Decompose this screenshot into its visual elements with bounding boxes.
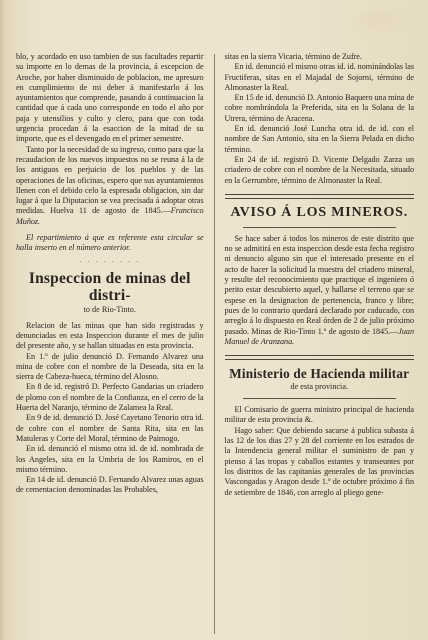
section-title-ministerio: Ministerio de Hacienda militar (229, 366, 410, 382)
section-subtitle-inspeccion: to de Rio-Tinto. (83, 304, 136, 314)
mine-entry: En id. denunció el mismo otra id. de id. nombrada de los Angeles, sita en la Umbria de los Ramiros, en el mismo término. (16, 444, 204, 474)
mine-entry: En 8 de id. registró D. Perfecto Gandarias un criadero de plomo con el nombre de la Confianza, en el cerro de la Huerta del Naranjo, término de Zalamea la Real. (16, 382, 204, 413)
continuation-text: Tanto por la necesidad de su ingreso, como para que la recaudacion de los nuevos impuestos no se reuna á la de los antiguos en perjuicio de los pueblos y de las operaciones de las oficinas, espero que sus ayuntamientos llenen con el debido celo la espresada obligacion, sin dar lugar á que la Diputacion se vea precisada á adoptar otras medidas. (16, 144, 204, 216)
section-subtitle-ministerio: de esta provincia. (290, 382, 349, 392)
page-edge-shadow (0, 0, 6, 640)
ministerio-paragraph: El Comisario de guerra ministro principal de hacienda militar de esta provincia &. (224, 405, 414, 425)
ministerio-paragraph: Hago saber: Que debiendo sacarse á publica subasta á las 12 de los dias 27 y 28 del corriente en los estrados de la Intendencia general militar el suministro de pan y pienso á las tropas y caballos estantes y transeuntes por los distritos de las capitanías generales de las provincias Vascongadas y Aragon desde 1.º de octubre próximo á fin de setiembre de 1846, con arreglo al pliego gene- (224, 425, 414, 497)
mine-entry: En 15 de id. denunció D. Antonio Baquero una mina de cobre nombrándola la Preferida, sita en la Solana de la Utrera, término de Aracena. (224, 93, 414, 123)
section-title-aviso: AVISO Á LOS MINEROS. (230, 204, 409, 220)
signature-line: Huelva 11 de agosto de 1845.— (50, 206, 171, 216)
continuation-paragraph-2 (16, 145, 204, 227)
mine-entry: En 14 de id. denunció D. Fernando Alvarez unas aguas de cementacion denominadas las Probables, (16, 475, 204, 495)
title-underline (243, 227, 396, 228)
aviso-signature: Juan Manuel de Aranzana. (224, 326, 414, 346)
columns (16, 52, 414, 634)
mine-entry: En id. denunció José Luncha otra id. de id. con el nombre de San Antonio, sita en la Sierra Pelada en dicho término. (224, 124, 414, 154)
mine-entry: En 1.º de julio denunció D. Fernando Alvarez una mina de cobre con el nombre de la Deseada, sita en la sierra de Cabeza-hueca, término del Alosno. (16, 351, 204, 382)
continuation-paragraph-1: blo, y acordado en uso tambien de sus facultades repartir su importe en lo demas de la provincia, á escepcion de Aroche, por haber disminuido de poblacion, me apresuro en cumplimiento de mi deber á manifestarlo á los ayuntamientos que comprende, pasando á continuacion la cantidad que á cada uno corresponde en todo el año por paja y utensilios y culto y clero, para que con toda urgencia procedan á la esaccion de la mitad de su importe, que es el devengado en el primer semestre. (16, 52, 204, 144)
signature-name: Francisco Muñoz. (16, 206, 204, 226)
right-column (225, 52, 414, 634)
section-intro: Relacion de las minas que han sido registradas y denunciadas en esta Inspeccion durante el mes de julio del presente año, y se hallan situadas en esta provincia. (16, 320, 204, 351)
ornament-divider: · · · · · · · · (79, 257, 141, 266)
circular-note: El repartimiento á que es referente esta circular se halla inserto en el número anterior. (16, 233, 204, 253)
mine-entry: En id. denunció el mismo otras id. id. nominándolas las Fructiferas, sitas en el Majadal de Sojorni, término de Almonaster la Real. (224, 62, 414, 92)
column-rule (214, 54, 215, 634)
double-rule (225, 194, 414, 199)
aviso-body (225, 234, 414, 347)
mine-entry-continued: sitas en la sierra Vicaria, término de Zufre. (224, 52, 362, 61)
aviso-text: Se hace saber á todos los mineros de este distrito que no se admitirá en esta inspeccion desde esta fecha registro ni denuncio alguno sin que el interesado presente en el acto de hacer la solicitud la muestra del criadero mineral, y resulte del reconocimiento que practique el ingeniero ó perito estar descubierto aquel, y hallarse el terreno que se espese en la designacion de pertenencia, franco y libre; pues de lo contrario quedará declarado por caducado, con arreglo á lo dispuesto en Real órden de 2 de julio próximo pasado. Minas de Rio-Tinto 1.º de agosto de 1845.— (224, 233, 414, 336)
title-underline (243, 398, 396, 399)
double-rule (225, 355, 414, 360)
mine-entry: En 24 de id. registró D. Vicente Delgado Zarza un criadero de cobre con el nombre de la Necesitada, situado en la Gerrumbre, término de Almonaster la Real. (224, 154, 414, 185)
paper-stain (348, 6, 408, 36)
section-title-inspeccion: Inspeccion de minas del distri- (28, 269, 191, 304)
mine-entry: En 9 de id. denunció D. José Cayetano Tenorio otra id. de cobre con el nombre de Santa Rita, sita en las Matuleras y Corte del Moral, término de Paimogo. (16, 413, 204, 443)
left-column (16, 52, 204, 634)
